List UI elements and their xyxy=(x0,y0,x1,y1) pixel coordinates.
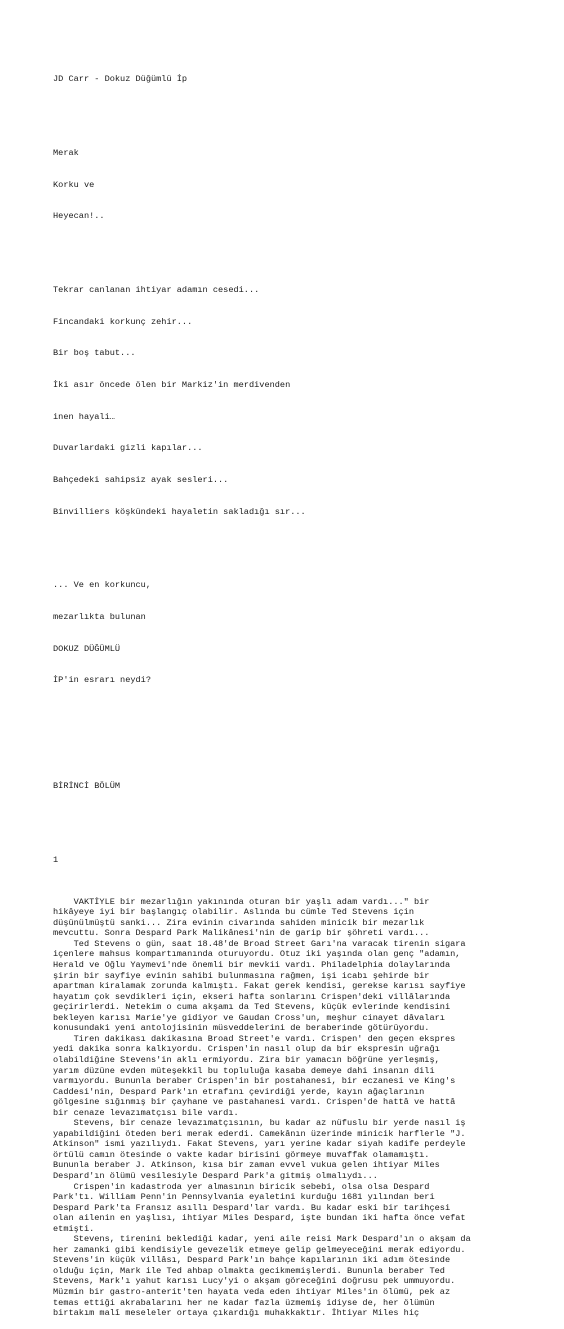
body-line: mevcuttu. Sonra Despard Park Malikânesi'nin de garip bir şöhreti vardı... xyxy=(53,928,430,939)
body-line: hikâyeye iyi bir başlangıç olabilir. Aslında bu cümle Ted Stevens için xyxy=(53,907,414,918)
body-line: Stevens, tirenini beklediği kadar, yeni aile reisi Mark Despard'ın o akşam da xyxy=(53,1234,471,1245)
spacer xyxy=(53,243,544,254)
tagline-line: Merak xyxy=(53,147,79,158)
body-line: yedi dakika sonra kalkıyordu. Crispen'in nasıl olup da bir ekspresin uğrağı xyxy=(53,1044,440,1055)
body-line: her zamanki gibi kendisiyle gevezelik etmeye gelip gelmeyeceğini merak ediyordu. xyxy=(53,1244,466,1255)
tagline-line: Korku ve xyxy=(53,179,95,190)
body-line: etmişti. xyxy=(53,1223,95,1234)
body-line: Müzmin bir gastro-anterit'ten hayata veda eden ihtiyar Miles'in ölümü, pek az xyxy=(53,1286,451,1297)
tagline-line: Heyecan!.. xyxy=(53,211,105,222)
spacer xyxy=(53,538,544,549)
body-line: Stevens'in küçük villâsı, Despard Park'ın bahçe kapılarının iki adım ötesinde xyxy=(53,1255,451,1266)
teaser-line: İP'in esrarı neydi? xyxy=(53,675,151,686)
teaser-line: DOKUZ DÜĞÜMLÜ xyxy=(53,643,121,654)
document-header: JD Carr - Dokuz Düğümlü İp xyxy=(53,74,188,85)
body-line: Crispen'in kadastroda yer almasının biricik sebebi, olsa olsa Despard xyxy=(53,1181,430,1192)
body-line: olan ailenin en yaşlısı, ihtiyar Miles Despard, işte bundan iki hafta önce vefat xyxy=(53,1213,466,1224)
body-line: Ted Stevens o gün, saat 18.48'de Broad Street Garı'na varacak tirenin sigara xyxy=(53,938,466,949)
body-line: şirin bir sayfiye evinin sahibi bulunmasına rağmen, işi icabı şehirde bir xyxy=(53,970,430,981)
body-line: yapabildiğini öteden beri merak ederdi. Camekânın üzerinde minicik harflerle "J. xyxy=(53,1128,466,1139)
body-line: Atkinson" ismi yazılıydı. Fakat Stevens, yarı yerine kadar siyah kadife perdeyle xyxy=(53,1139,466,1150)
body-line: temas ettiği akrabalarını her ne kadar fazla üzmemiş idiyse de, her ölümün xyxy=(53,1297,435,1308)
body-line: örtülü camın ötesinde o vakte kadar birisini görmeye muvaffak olamamıştı. xyxy=(53,1149,430,1160)
teaser-line: ... Ve en korkuncu, xyxy=(53,580,151,591)
blurb-line: inen hayali… xyxy=(53,411,115,422)
body-line: düşünülmüştü sanki... Zira evinin civarında sahiden minicik bir mezarlık xyxy=(53,917,425,928)
body-line: Herald ve Oğlu Yaymevi'nde önemli bir mevkii vardı. Philadelphia dolaylarında xyxy=(53,960,451,971)
body-line: gölgesine sığınmış bir çayhane ve pastahanesi vardı. Crispen'de hattâ ve hattâ xyxy=(53,1097,456,1108)
body-line: olabildiğine Stevens'in aklı ermiyordu. Zira bir yamacın böğrüne yerleşmiş, xyxy=(53,1054,440,1065)
body-line: içenlere mahsus kompartımanında oturuyordu. Otuz iki yaşında olan genç "adamın, xyxy=(53,949,461,960)
section-number: 1 xyxy=(53,854,59,865)
body-line: olduğu için, Mark ile Ted ahbap olmakta gecikmemişlerdi. Bununla beraber Ted xyxy=(53,1265,445,1276)
body-line: konusundaki yeni antolojisinin müsveddelerini de beraberinde götürüyordu. xyxy=(53,1023,430,1034)
body-line: Park'tı. William Penn'in Pennsylvania eyaletini kurduğu 1681 yılından beri xyxy=(53,1192,435,1203)
body-line: varmıyordu. Bununla beraber Crispen'in bir postahanesi, bir eczanesi ve King's xyxy=(53,1076,456,1087)
teaser-line: mezarlıkta bulunan xyxy=(53,611,146,622)
body-line: birtakım malî meseleler ortaya çıkardığı muhakkaktır. İhtiyar Miles hiç xyxy=(53,1308,420,1319)
body-line: apartman kiralamak zorunda kalmıştı. Fakat gerek kendisi, gerekse karısı sayfiye xyxy=(53,981,466,992)
blurb-line: İki asır öncede ölen bir Markiz'in merdivenden xyxy=(53,379,291,390)
body-line: Stevens, Mark'ı yahut karısı Lucy'yi o akşam göreceğini doğrusu pek ummuyordu. xyxy=(53,1276,456,1287)
body-line: VAKTİYLE bir mezarlığın yakınında oturan bir yaşlı adam vardı..." bir xyxy=(53,896,430,907)
blurb-line: Duvarlardaki gizli kapılar... xyxy=(53,443,203,454)
body-line: yarım düzüne evden müteşekkil bu topluluğa kasaba demeye dahi insanın dili xyxy=(53,1065,435,1076)
spacer xyxy=(53,106,544,117)
blurb-line: Fincandaki korkunç zehir... xyxy=(53,316,193,327)
body-line: hayatım çok sevdikleri için, ekseri hafta sonlarını Crispen'deki villâlarında xyxy=(53,991,451,1002)
blurb-line: Binvilliers köşkündeki hayaletin sakladığı sır... xyxy=(53,506,306,517)
spacer xyxy=(53,739,544,750)
body-line: bekleyen karısı Marie'ye gidiyor ve Gaudan Cross'un, meşhur cinayet dâvaları xyxy=(53,1012,445,1023)
spacer xyxy=(53,812,544,823)
body-line: Despard'ın ölümü vesilesiyle Despard Park'a gitmiş olmalıydı... xyxy=(53,1170,378,1181)
body-line: bir cenaze levazımatçısı bile vardı. xyxy=(53,1107,239,1118)
body-line: Caddesi'nin, Despard Park'ın etrafını çevirdiği yerde, kayın ağaçlarının xyxy=(53,1086,425,1097)
spacer xyxy=(53,707,544,718)
blurb-line: Tekrar canlanan ihtiyar adamın cesedi... xyxy=(53,285,260,296)
body-line: Despard Park'ta Fransız asıllı Despard'lar vardı. Bu kadar eski bir tarihçesi xyxy=(53,1202,451,1213)
body-text xyxy=(53,897,544,1319)
body-line: Bununla beraber J. Atkinson, kısa bir zaman evvel vukua gelen ihtiyar Miles xyxy=(53,1160,440,1171)
blurb-line: Bahçedeki sahipsiz ayak sesleri... xyxy=(53,474,229,485)
blurb-line: Bir boş tabut... xyxy=(53,348,136,359)
body-line: Tiren dakikası dakikasına Broad Street'e vardı. Crispen' den geçen ekspres xyxy=(53,1033,456,1044)
body-line: geçirirlerdi. Netekim o cuma akşamı da Ted Stevens, küçük evlerinde kendisini xyxy=(53,1002,451,1013)
chapter-title: BİRİNCİ BÖLÜM xyxy=(53,780,121,791)
body-line: Stevens, bir cenaze levazımatçısının, bu kadar az nüfuslu bir yerde nasıl iş xyxy=(53,1118,466,1129)
